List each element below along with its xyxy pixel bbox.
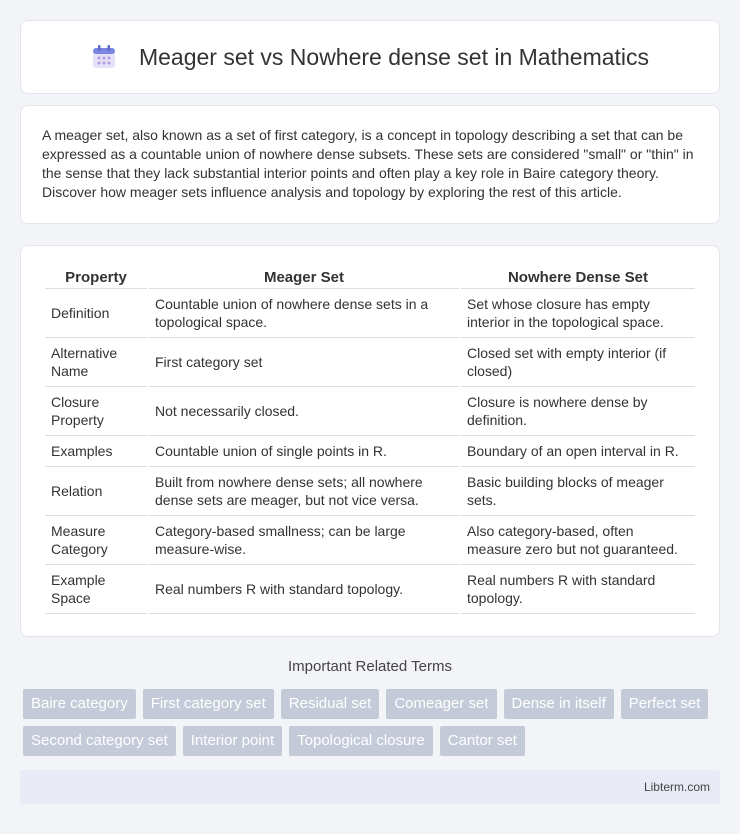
comparison-table: [43, 266, 697, 614]
row-nowhere-dense-value: Basic building blocks of meager sets.: [461, 467, 695, 516]
table-row: [45, 565, 695, 614]
related-terms-title: Important Related Terms: [288, 658, 452, 675]
table-row: [45, 387, 695, 436]
related-term-tag[interactable]: Cantor set: [440, 726, 525, 756]
table-row: [45, 289, 695, 338]
footer: [20, 770, 720, 804]
calendar-icon: [91, 44, 117, 70]
row-meager-value: Category-based smallness; can be large measure-wise.: [149, 516, 459, 565]
table-header-row: [45, 266, 695, 289]
table-row: [45, 436, 695, 467]
table-row: [45, 516, 695, 565]
row-nowhere-dense-value: Also category-based, often measure zero but not guaranteed.: [461, 516, 695, 565]
row-property: Definition: [45, 289, 147, 338]
related-term-tag[interactable]: Interior point: [183, 726, 282, 756]
column-header-nowhere-dense: Nowhere Dense Set: [461, 266, 695, 289]
header-card: [20, 20, 720, 94]
column-header-property: Property: [45, 266, 147, 289]
related-terms-list: [23, 689, 723, 756]
related-term-tag[interactable]: Topological closure: [289, 726, 433, 756]
column-header-meager: Meager Set: [149, 266, 459, 289]
row-meager-value: Real numbers R with standard topology.: [149, 565, 459, 614]
row-meager-value: Not necessarily closed.: [149, 387, 459, 436]
table-row: [45, 338, 695, 387]
row-nowhere-dense-value: Closed set with empty interior (if closed): [461, 338, 695, 387]
row-meager-value: Built from nowhere dense sets; all nowhere dense sets are meager, but not vice versa.: [149, 467, 459, 516]
related-term-tag[interactable]: Perfect set: [621, 689, 709, 719]
row-nowhere-dense-value: Real numbers R with standard topology.: [461, 565, 695, 614]
row-meager-value: First category set: [149, 338, 459, 387]
page-title: Meager set vs Nowhere dense set in Mathematics: [138, 43, 650, 70]
row-property: Closure Property: [45, 387, 147, 436]
row-property: Example Space: [45, 565, 147, 614]
row-meager-value: Countable union of single points in R.: [149, 436, 459, 467]
row-nowhere-dense-value: Boundary of an open interval in R.: [461, 436, 695, 467]
related-term-tag[interactable]: Comeager set: [386, 689, 496, 719]
intro-card: [20, 105, 720, 224]
related-term-tag[interactable]: Residual set: [281, 689, 380, 719]
row-meager-value: Countable union of nowhere dense sets in a topological space.: [149, 289, 459, 338]
comparison-table-card: [20, 245, 720, 637]
row-property: Measure Category: [45, 516, 147, 565]
row-property: Examples: [45, 436, 147, 467]
related-term-tag[interactable]: Baire category: [23, 689, 136, 719]
row-property: Alternative Name: [45, 338, 147, 387]
related-term-tag[interactable]: Dense in itself: [504, 689, 614, 719]
related-term-tag[interactable]: Second category set: [23, 726, 176, 756]
footer-site-link[interactable]: Libterm.com: [643, 780, 710, 794]
row-property: Relation: [45, 467, 147, 516]
row-nowhere-dense-value: Closure is nowhere dense by definition.: [461, 387, 695, 436]
intro-text: A meager set, also known as a set of first category, is a concept in topology describing a set that can be expressed as a countable union of nowhere dense subsets. These sets are considered "small" or "thin" in the sense that they lack substantial interior points and often play a key role in Baire category theory. Discover how meager sets influence analysis and topology by exploring the rest of this article.: [42, 127, 694, 200]
table-row: [45, 467, 695, 516]
row-nowhere-dense-value: Set whose closure has empty interior in the topological space.: [461, 289, 695, 338]
related-term-tag[interactable]: First category set: [143, 689, 274, 719]
